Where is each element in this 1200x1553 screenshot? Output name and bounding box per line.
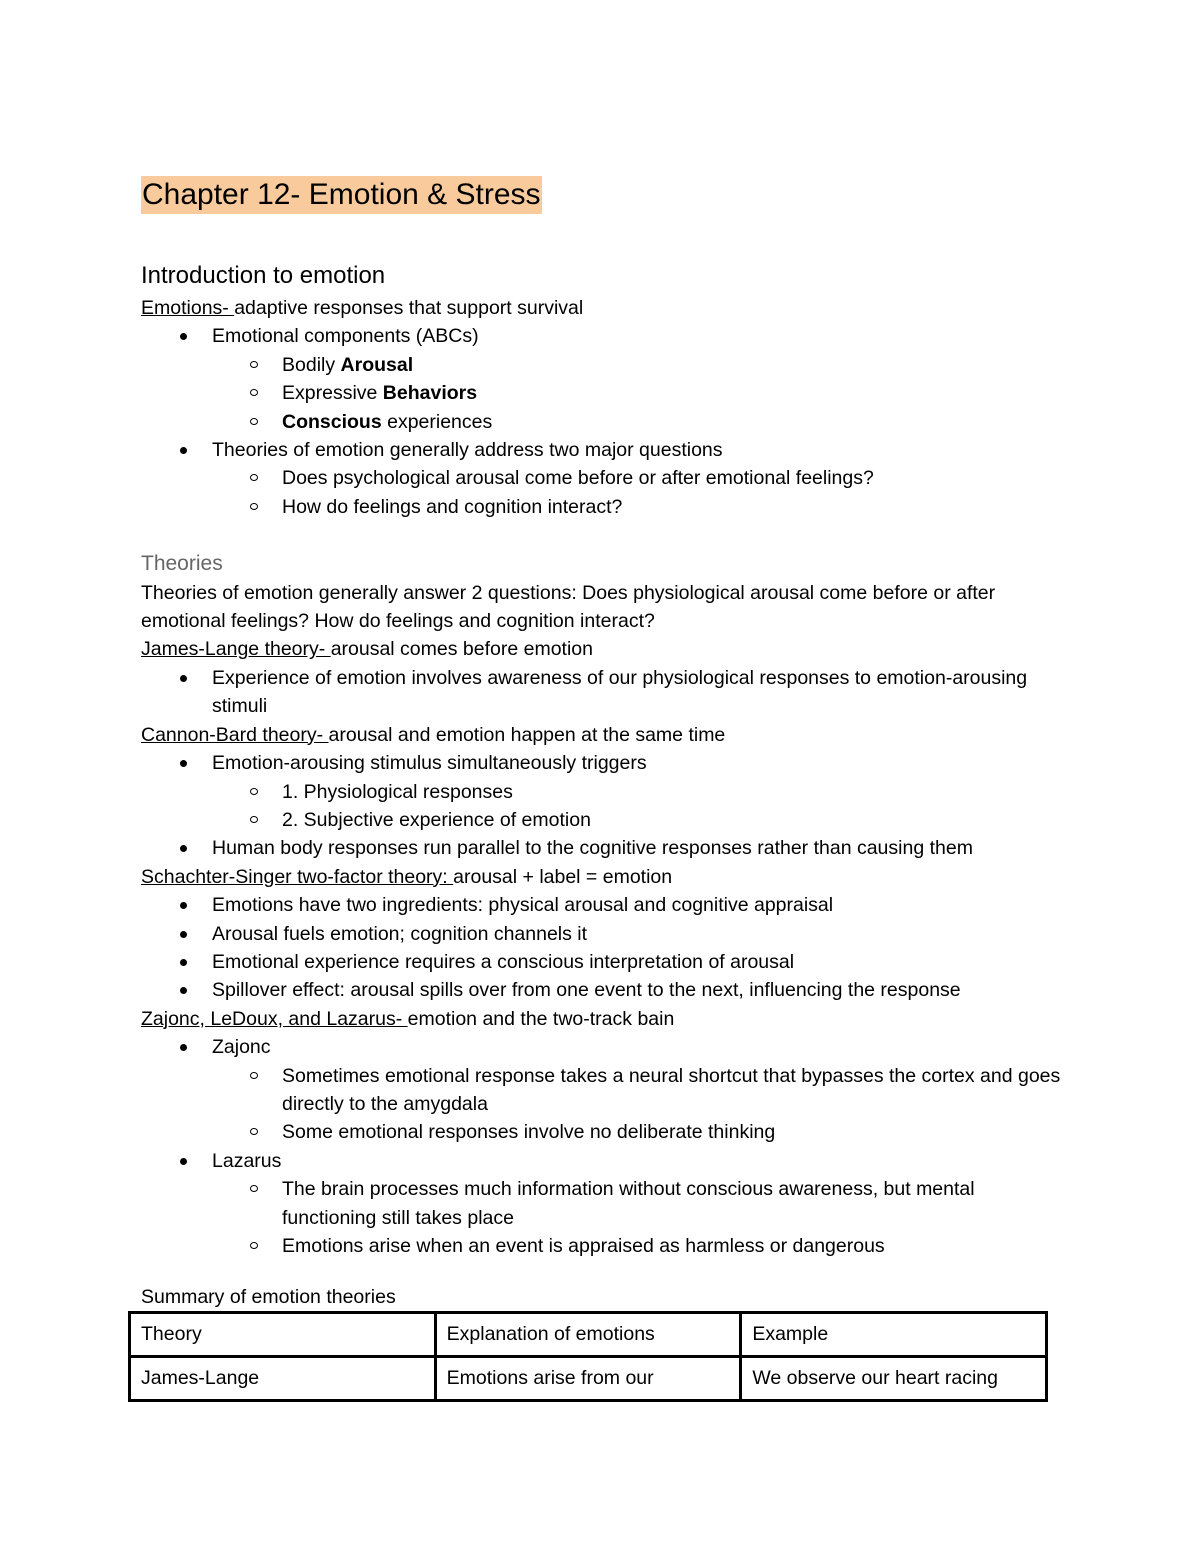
list-item: Emotional experience requires a conscious interpretation of arousal <box>141 948 1061 976</box>
theory-cannon-bard: Cannon-Bard theory- arousal and emotion happen at the same time <box>141 723 726 746</box>
schachter-singer-list <box>141 891 1061 1005</box>
list-item: Sometimes emotional response takes a neural shortcut that bypasses the cortex and goes directly to the amygdala <box>141 1062 1061 1119</box>
list-item: Some emotional responses involve no deliberate thinking <box>141 1118 1061 1146</box>
document-body <box>141 170 1061 1260</box>
list-item: 2. Subjective experience of emotion <box>141 806 1061 834</box>
table-header-row <box>130 1313 1047 1357</box>
list-item: Emotions have two ingredients: physical arousal and cognitive appraisal <box>141 891 1061 919</box>
cannon-bard-list <box>141 749 1061 863</box>
table-header-cell: Explanation of emotions <box>435 1313 741 1357</box>
definition-text: adaptive responses that support survival <box>234 297 584 319</box>
table-caption: Summary of emotion theories <box>141 1286 396 1308</box>
sub-list <box>141 351 1061 436</box>
list-item: Conscious experiences <box>141 408 1061 436</box>
list-item: Emotions arise when an event is appraised as harmless or dangerous <box>141 1232 1061 1260</box>
list-item: Expressive Behaviors <box>141 379 1061 407</box>
list-item: Lazarus The brain processes much information without conscious awareness, but mental functioning still takes place Emotions arise when an event is appraised as harmless or dangerous <box>141 1147 1061 1261</box>
list-item: Emotional components (ABCs) Bodily Arousal Expressive Behaviors Conscious experiences <box>141 322 1061 436</box>
table-cell: We observe our heart racing <box>741 1357 1047 1401</box>
list-item: The brain processes much information without conscious awareness, but mental functioning still takes place <box>141 1175 1061 1232</box>
list-item: Theories of emotion generally address two major questions Does psychological arousal come before or after emotional feelings? How do feelings and cognition interact? <box>141 436 1061 521</box>
list-item: Emotion-arousing stimulus simultaneously triggers 1. Physiological responses 2. Subjective experience of emotion <box>141 749 1061 834</box>
term-emotions: Emotions- <box>141 297 235 319</box>
list-item: Experience of emotion involves awareness of our physiological responses to emotion-arousing stimuli <box>141 664 1061 721</box>
list-item: Arousal fuels emotion; cognition channels it <box>141 920 1061 948</box>
table-row <box>130 1357 1047 1401</box>
page-title: Chapter 12- Emotion & Stress <box>141 176 542 214</box>
intro-list <box>141 322 1061 521</box>
zajonc-list <box>141 1033 1061 1260</box>
list-item: How do feelings and cognition interact? <box>141 493 1061 521</box>
table-cell: James-Lange <box>130 1357 436 1401</box>
list-item: Bodily Arousal <box>141 351 1061 379</box>
definition-emotions <box>141 294 1061 322</box>
theories-paragraph: Theories of emotion generally answer 2 questions: Does physiological arousal come before or after emotional feelings? How do feelings and cognition interact? <box>141 581 996 633</box>
james-lange-list <box>141 664 1061 721</box>
theory-schachter-singer: Schachter-Singer two-factor theory: arousal + label = emotion <box>141 865 673 888</box>
theory-zajonc-ledoux-lazarus: Zajonc, LeDoux, and Lazarus- emotion and the two-track bain <box>141 1007 675 1030</box>
sub-list <box>141 778 1061 835</box>
summary-table-wrap <box>128 1311 1048 1402</box>
list-item: Human body responses run parallel to the cognitive responses rather than causing them <box>141 834 1061 862</box>
summary-table <box>128 1311 1048 1402</box>
section-heading-theories: Theories <box>141 552 223 576</box>
list-item: Zajonc Sometimes emotional response takes a neural shortcut that bypasses the cortex and goes directly to the amygdala Some emotional responses involve no deliberate thinking <box>141 1033 1061 1147</box>
table-header-cell: Theory <box>130 1313 436 1357</box>
sub-list <box>141 1062 1061 1147</box>
table-cell: Emotions arise from our <box>435 1357 741 1401</box>
list-item: Does psychological arousal come before or after emotional feelings? <box>141 464 1061 492</box>
sub-list <box>141 1175 1061 1260</box>
list-item: Spillover effect: arousal spills over from one event to the next, influencing the response <box>141 976 1061 1004</box>
title-block <box>141 170 1061 256</box>
list-item: 1. Physiological responses <box>141 778 1061 806</box>
section-heading-intro: Introduction to emotion <box>141 262 386 289</box>
theory-james-lange: James-Lange theory- arousal comes before emotion <box>141 638 593 661</box>
sub-list <box>141 464 1061 521</box>
table-header-cell: Example <box>741 1313 1047 1357</box>
